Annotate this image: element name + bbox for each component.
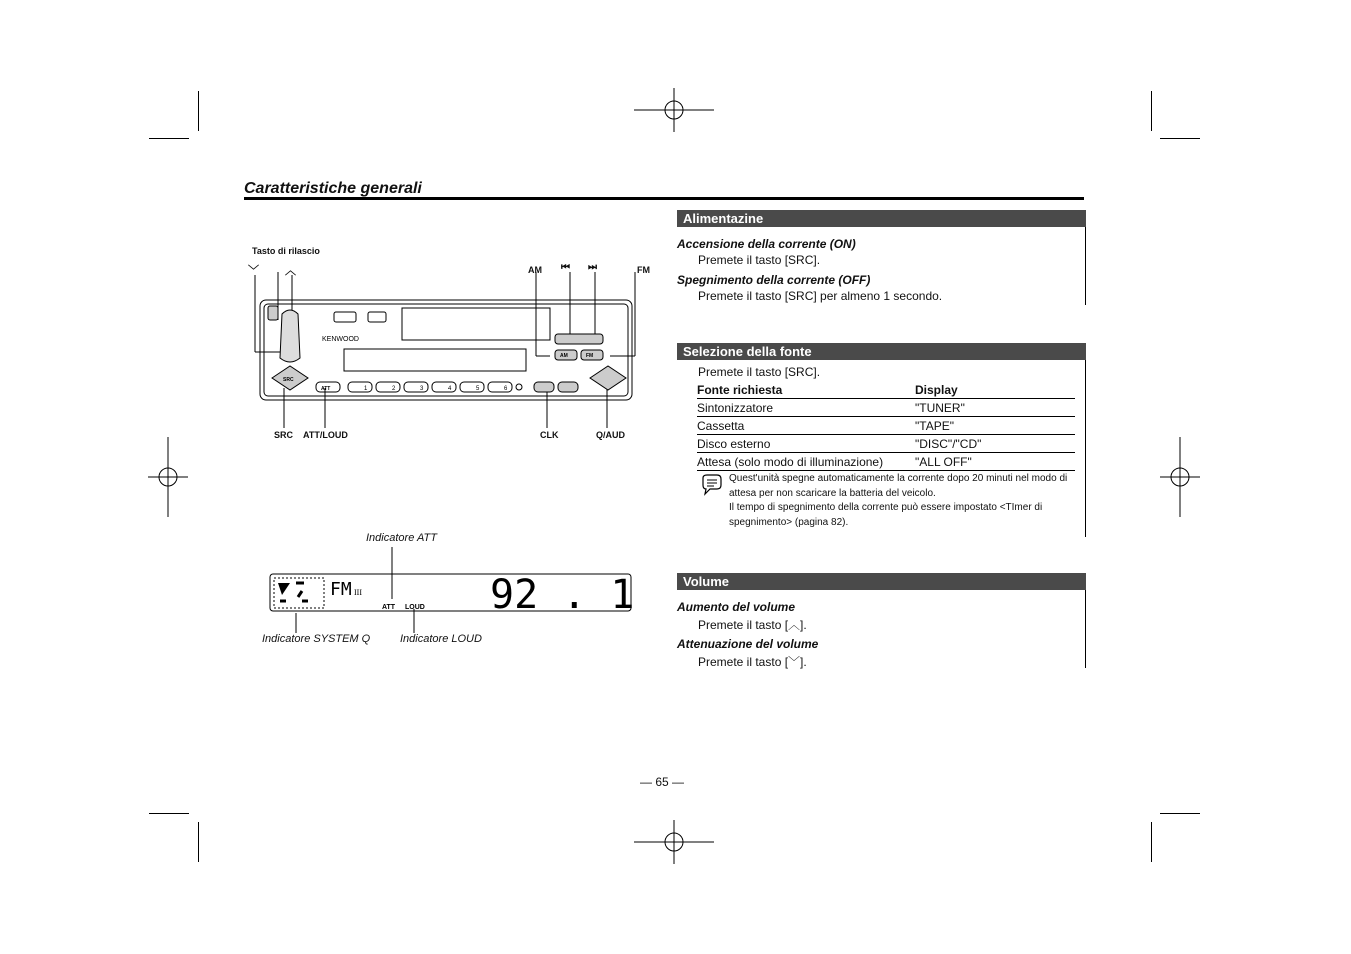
preset-6: 6 xyxy=(504,386,508,392)
fm-btn-text: FM xyxy=(586,353,594,359)
lcd-display xyxy=(268,545,634,635)
label-clk: CLK xyxy=(540,430,559,440)
section-alimentazione-heading: Alimentazine xyxy=(677,210,1086,227)
registration-mark-top xyxy=(634,88,714,132)
page-number: — 65 — xyxy=(640,775,685,789)
section-volume-heading: Volume xyxy=(677,573,1086,590)
accensione-text: Premete il tasto [SRC]. xyxy=(698,253,821,267)
cell-fonte: Disco esterno xyxy=(697,435,915,453)
lcd-band-sub: III xyxy=(354,588,362,597)
label-release: Tasto di rilascio xyxy=(252,246,320,256)
cell-display: "TAPE" xyxy=(915,417,1075,435)
registration-mark-left xyxy=(148,437,188,517)
aumento-text: Premete il tasto [︿]. xyxy=(698,618,807,632)
spegnimento-text: Premete il tasto [SRC] per almeno 1 secondo. xyxy=(698,289,943,303)
label-src: SRC xyxy=(274,430,294,440)
preset-2: 2 xyxy=(392,386,396,392)
accensione-title: Accensione della corrente (ON) xyxy=(677,237,856,251)
am-btn-text: AM xyxy=(560,353,568,359)
label-indicatore-att: Indicatore ATT xyxy=(366,532,437,544)
table-row xyxy=(697,417,1075,435)
table-row xyxy=(697,399,1075,417)
label-next: ⏭ xyxy=(588,262,597,273)
title-rule xyxy=(244,197,1084,200)
source-table xyxy=(697,383,1075,471)
registration-mark-bottom xyxy=(634,820,714,864)
section-volume-border xyxy=(1085,590,1086,668)
cell-display: "TUNER" xyxy=(915,399,1075,417)
lcd-att: ATT xyxy=(382,604,396,611)
note-icon xyxy=(700,474,724,496)
cell-fonte: Cassetta xyxy=(697,417,915,435)
cell-fonte: Sintonizzatore xyxy=(697,399,915,417)
label-am: AM xyxy=(528,265,542,275)
lcd-band: FM xyxy=(330,579,352,600)
note-text xyxy=(729,472,1079,530)
att-btn-text: ATT xyxy=(321,386,331,392)
src-btn-text: SRC xyxy=(283,377,294,383)
page-title: Caratteristiche generali xyxy=(244,180,422,197)
preset-4: 4 xyxy=(448,386,452,392)
cell-fonte: Attesa (solo modo di illuminazione) xyxy=(697,453,915,471)
attenuazione-text: Premete il tasto [﹀]. xyxy=(698,655,807,669)
attenuazione-title: Attenuazione del volume xyxy=(677,637,819,651)
selezione-intro: Premete il tasto [SRC]. xyxy=(698,365,821,379)
preset-3: 3 xyxy=(420,386,424,392)
label-indicatore-system-q: Indicatore SYSTEM Q xyxy=(262,633,371,645)
note-line-2: Il tempo di spegnimento della corrente può essere impostato <TImer di spegnimento> (pagina 82). xyxy=(729,502,1043,528)
label-att-loud: ATT/LOUD xyxy=(303,430,348,440)
lcd-loud: LOUD xyxy=(405,604,425,611)
label-prev: ⏮ xyxy=(561,262,570,273)
section-selezione-heading: Selezione della fonte xyxy=(677,343,1086,360)
label-indicatore-loud: Indicatore LOUD xyxy=(400,633,482,645)
spegnimento-title: Spegnimento della corrente (OFF) xyxy=(677,273,871,287)
cell-display: "DISC"/"CD" xyxy=(915,435,1075,453)
label-vol-up: ︿ xyxy=(285,265,296,277)
section-selezione-border xyxy=(1085,360,1086,537)
registration-mark-right xyxy=(1160,437,1200,517)
preset-1: 1 xyxy=(364,386,368,392)
col-display: Display xyxy=(915,383,1075,399)
table-row xyxy=(697,435,1075,453)
col-fonte: Fonte richiesta xyxy=(697,383,915,399)
table-row xyxy=(697,453,1075,471)
section-alimentazione-border xyxy=(1085,227,1086,305)
brand-text: KENWOOD xyxy=(322,336,359,343)
label-fm: FM xyxy=(637,265,650,275)
car-stereo-faceplate xyxy=(250,270,640,430)
label-vol-down: ﹀ xyxy=(248,265,259,277)
table-header-row xyxy=(697,383,1075,399)
note-line-1: Quest'unità spegne automaticamente la corrente dopo 20 minuti nel modo di attesa per non scaricare la batteria del veicolo. xyxy=(729,473,1068,499)
lcd-frequency: 92 . 1 xyxy=(490,572,634,618)
preset-5: 5 xyxy=(476,386,480,392)
cell-display: "ALL OFF" xyxy=(915,453,1075,471)
label-q-aud: Q/AUD xyxy=(596,430,625,440)
aumento-title: Aumento del volume xyxy=(677,600,796,614)
